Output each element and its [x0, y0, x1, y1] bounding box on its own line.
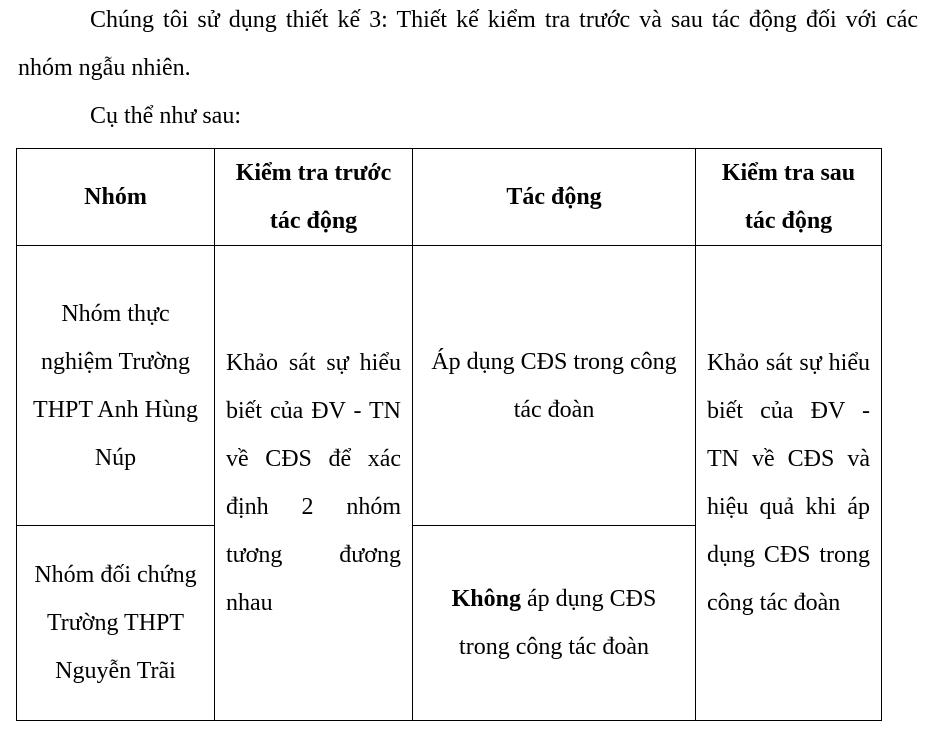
intervention-experimental: Áp dụng CĐS trong công tác đoàn	[413, 246, 696, 526]
pretest-description: Khảo sát sự hiểu biết của ĐV - TN về CĐS để xác định 2 nhóm tương đương nhau	[215, 246, 413, 721]
intervention-control-text: áp dụng CĐS trong công tác đoàn	[459, 586, 657, 660]
posttest-description: Khảo sát sự hiểu biết của ĐV - TN về CĐS và hiệu quả khi áp dụng CĐS trong công tác đoàn	[696, 246, 882, 721]
table-header-row	[17, 149, 882, 246]
group-control: Nhóm đối chứng Trường THPT Nguyễn Trãi	[17, 526, 215, 721]
header-group: Nhóm	[17, 149, 215, 246]
intro-paragraph: Chúng tôi sử dụng thiết kế 3: Thiết kế kiểm tra trước và sau tác động đối với các nhóm ngẫu nhiên.	[18, 7, 918, 81]
table-row	[17, 246, 882, 526]
group-experimental: Nhóm thực nghiệm Trường THPT Anh Hùng Núp	[17, 246, 215, 526]
header-pretest: Kiểm tra trước tác động	[215, 149, 413, 246]
intervention-control	[413, 526, 696, 721]
research-design-table	[16, 148, 882, 721]
header-intervention: Tác động	[413, 149, 696, 246]
header-posttest: Kiểm tra sau tác động	[696, 149, 882, 246]
intro-subheading: Cụ thể như sau:	[90, 103, 241, 129]
intervention-control-emphasis: Không	[451, 586, 522, 612]
